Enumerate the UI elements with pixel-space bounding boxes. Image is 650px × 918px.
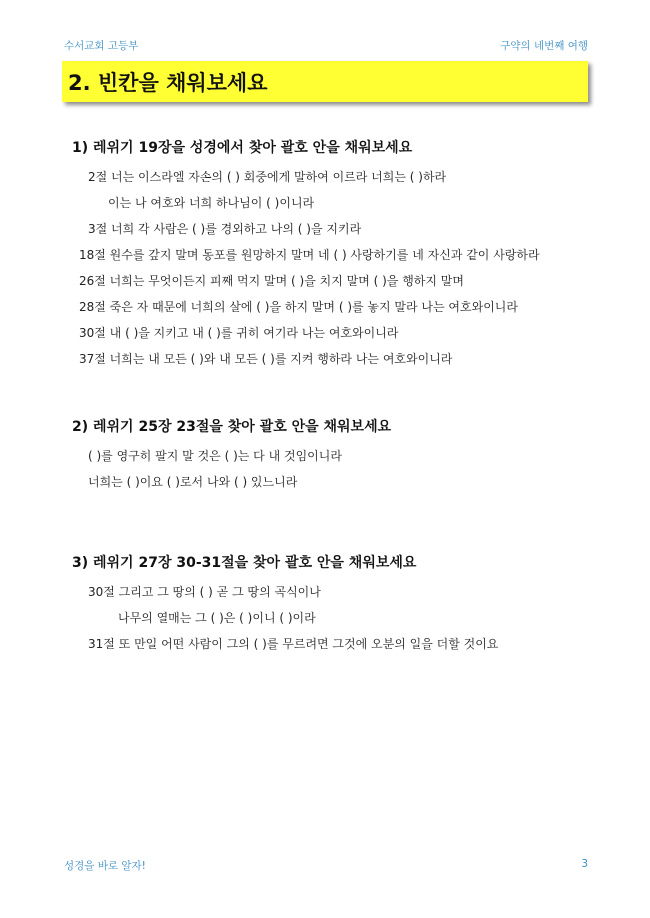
section-2-title: 2) 레위기 25장 23절을 찾아 괄호 안을 채워보세요 bbox=[72, 419, 392, 435]
page-title: 2. 빈칸을 채워보세요 bbox=[68, 71, 268, 95]
footer-slogan: 성경을 바로 알자! bbox=[64, 860, 146, 872]
section-1-line-4: 18절 원수를 갚지 말며 동포를 원망하지 말며 네 ( ) 사랑하기를 네 자신과 같이 사랑하라 bbox=[79, 248, 540, 262]
title-banner bbox=[62, 61, 588, 102]
section-3-line-2: 나무의 열매는 그 ( )은 ( )이니 ( )이라 bbox=[118, 611, 316, 625]
page-number: 3 bbox=[581, 858, 588, 870]
section-1-line-5: 26절 너희는 무엇이든지 피째 먹지 말며 ( )을 치지 말며 ( )을 행하지 말며 bbox=[79, 274, 464, 288]
section-1-line-6: 28절 죽은 자 때문에 너희의 살에 ( )을 하지 말며 ( )를 놓지 말라 나는 여호와이니라 bbox=[79, 300, 518, 314]
section-1-line-8: 37절 너희는 내 모든 ( )와 내 모든 ( )를 지켜 행하라 나는 여호와이니라 bbox=[79, 352, 453, 366]
section-1-line-3: 3절 너희 각 사람은 ( )를 경외하고 나의 ( )을 지키라 bbox=[88, 222, 362, 236]
section-1-line-1: 2절 너는 이스라엘 자손의 ( ) 회중에게 말하여 이르라 너희는 ( )하라 bbox=[88, 170, 447, 184]
section-1-line-2: 이는 나 여호와 너희 하나님이 ( )이니라 bbox=[108, 196, 315, 210]
section-3-title: 3) 레위기 27장 30-31절을 찾아 괄호 안을 채워보세요 bbox=[72, 555, 417, 571]
header-church-name: 수서교회 고등부 bbox=[64, 40, 139, 52]
header-course-title: 구약의 네번째 여행 bbox=[500, 40, 588, 52]
section-3-line-1: 30절 그리고 그 땅의 ( ) 곧 그 땅의 곡식이나 bbox=[88, 585, 321, 599]
section-2-line-1: ( )를 영구히 팔지 말 것은 ( )는 다 내 것임이니라 bbox=[88, 449, 342, 463]
section-3-line-3: 31절 또 만일 어떤 사람이 그의 ( )를 무르려면 그것에 오분의 일을 더할 것이요 bbox=[88, 637, 499, 651]
section-1-title: 1) 레위기 19장을 성경에서 찾아 괄호 안을 채워보세요 bbox=[72, 140, 413, 156]
section-1-line-7: 30절 내 ( )을 지키고 내 ( )를 귀히 여기라 나는 여호와이니라 bbox=[79, 326, 399, 340]
section-2-line-2: 너희는 ( )이요 ( )로서 나와 ( ) 있느니라 bbox=[88, 475, 298, 489]
